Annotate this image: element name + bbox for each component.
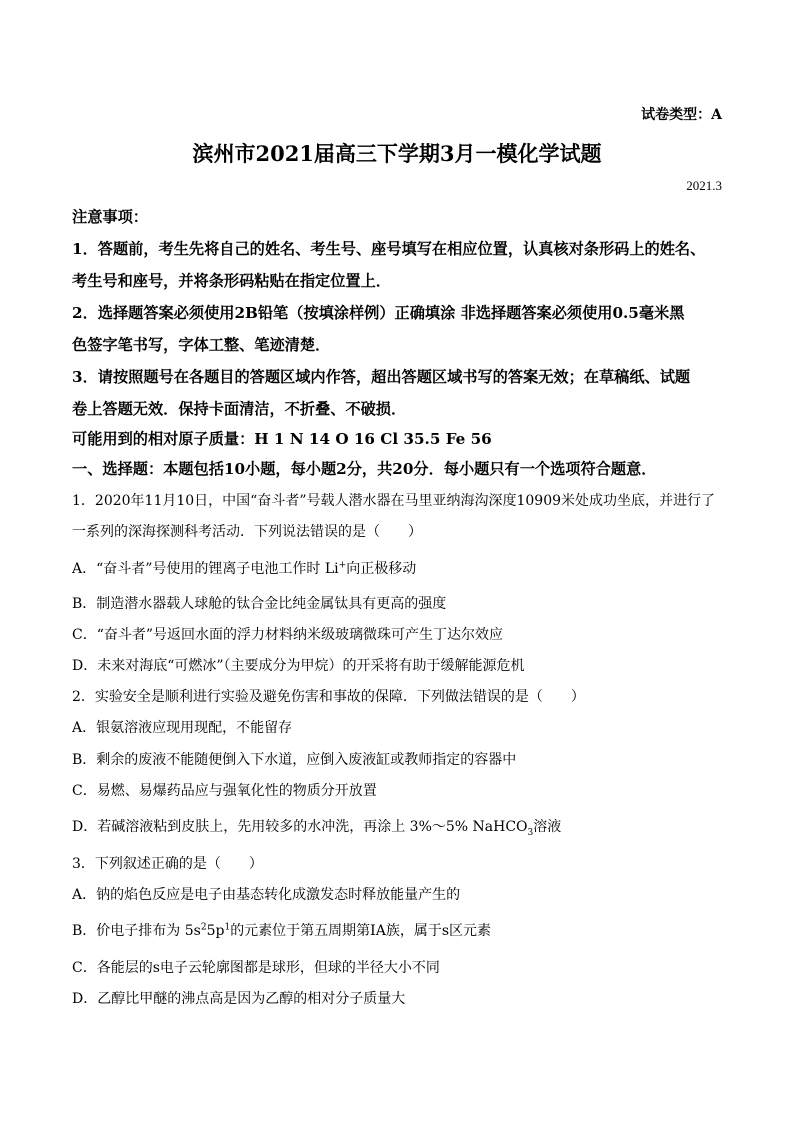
q3-option-d: D．乙醇比甲醚的沸点高是因为乙醇的相对分子质量大 bbox=[72, 991, 406, 1007]
q3-option-b-sup-1: 2 bbox=[200, 922, 207, 933]
q1-option-a-suffix: 向正极移动 bbox=[346, 561, 417, 577]
q2-option-c: C．易燃、易爆药品应与强氧化性的物质分开放置 bbox=[72, 783, 377, 799]
note-3-line-1: 3．请按照题号在各题目的答题区域内作答，超出答题区域书写的答案无效；在草稿纸、试题 bbox=[72, 368, 691, 386]
note-2-line-1: 2．选择题答案必须使用2B铅笔（按填涂样例）正确填涂 非选择题答案必须使用0.5毫米黑 bbox=[72, 304, 685, 322]
q2-option-b: B．剩余的废液不能随便倒入下水道，应倒入废液缸或教师指定的容器中 bbox=[72, 752, 517, 768]
q3-option-c: C．各能层的s电子云轮廓图都是球形，但球的半径大小不同 bbox=[72, 960, 440, 976]
exam-date: 2021.3 bbox=[686, 178, 722, 193]
q1-stem-line-2: 一系列的深海探测科考活动．下列说法错误的是（ ） bbox=[72, 524, 422, 540]
note-3-line-2: 卷上答题无效．保持卡面清洁，不折叠、不破损． bbox=[72, 400, 407, 418]
section-1-heading: 一、选择题：本题包括10小题，每小题2分，共20分．每小题只有一个选项符合题意． bbox=[72, 460, 657, 478]
atomic-masses: 可能用到的相对原子质量：H 1 N 14 O 16 Cl 35.5 Fe 56 bbox=[72, 430, 492, 448]
q1-option-a bbox=[72, 558, 416, 578]
q3-stem: 3．下列叙述正确的是（ ） bbox=[72, 856, 263, 872]
q2-option-a: A．银氨溶液应现用现配，不能留存 bbox=[72, 720, 293, 736]
q2-option-d-prefix: D．若碱溶液粘到皮肤上，先用较多的水冲洗，再涂上 3%～5% NaHCO bbox=[72, 819, 528, 835]
q1-option-c: C．“奋斗者”号返回水面的浮力材料纳米级玻璃微珠可产生丁达尔效应 bbox=[72, 627, 504, 643]
q1-option-a-sup: + bbox=[338, 560, 347, 571]
q3-option-b-prefix: B．价电子排布为 5s bbox=[72, 923, 201, 939]
q1-option-b: B．制造潜水器载人球舱的钛合金比纯金属钛具有更高的强度 bbox=[72, 596, 447, 612]
q3-option-b-sup-2: 1 bbox=[224, 922, 231, 933]
note-2-line-2: 色签字笔书写，字体工整、笔迹清楚． bbox=[72, 336, 331, 354]
q3-option-b bbox=[72, 920, 491, 940]
q1-option-d: D．未来对海底“可燃冰”（主要成分为甲烷）的开采将有助于缓解能源危机 bbox=[72, 658, 525, 674]
q3-option-a: A．钠的焰色反应是电子由基态转化成激发态时释放能量产生的 bbox=[72, 887, 461, 903]
page-title: 滨州市2021届高三下学期3月一模化学试题 bbox=[192, 141, 602, 166]
q3-option-b-mid: 5p bbox=[206, 923, 225, 939]
paper-type-label: 试卷类型：A bbox=[641, 107, 722, 123]
q2-option-d bbox=[72, 816, 561, 836]
q1-stem-line-1: 1．2020年11月10日，中国“奋斗者”号载人潜水器在马里亚纳海沟深度10909米处成功坐底，并进行了 bbox=[72, 493, 716, 509]
note-1-line-2: 考生号和座号，并将条形码粘贴在指定位置上． bbox=[72, 272, 391, 290]
q2-option-d-suffix: 溶液 bbox=[533, 819, 562, 835]
q1-option-a-prefix: A．“奋斗者”号使用的锂离子电池工作时 Li bbox=[72, 561, 339, 577]
q2-stem: 2．实验安全是顺利进行实验及避免伤害和事故的保障．下列做法错误的是（ ） bbox=[72, 689, 585, 705]
notes-heading: 注意事项： bbox=[72, 208, 148, 226]
q3-option-b-suffix: 的元素位于第五周期第ⅠA族，属于s区元素 bbox=[230, 923, 492, 939]
note-1-line-1: 1．答题前，考生先将自己的姓名、考生号、座号填写在相应位置，认真核对条形码上的姓名、 bbox=[72, 240, 706, 258]
q2-option-d-sub: 3 bbox=[527, 827, 534, 838]
